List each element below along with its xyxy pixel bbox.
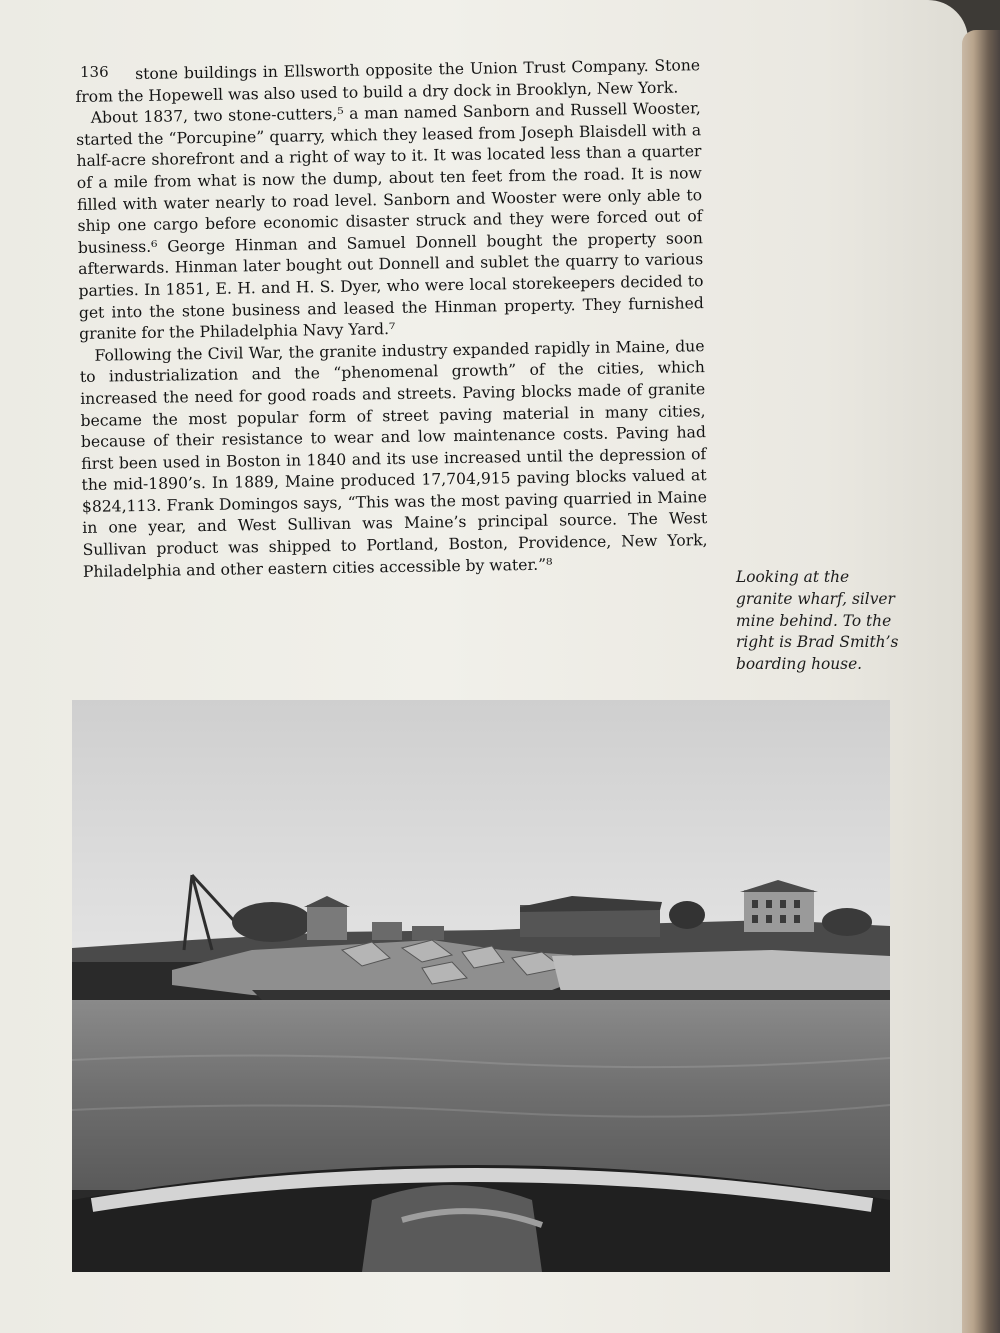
- photo-illustration: [72, 700, 890, 1272]
- paragraph-3: Following the Civil War, the granite industry expanded rapidly in Maine, due to industrialization and the “phenomenal growth” of the cities, which increased the need for good roads and streets. Paving blocks made of granite became the most popular form of street paving material in many cities, because of their resistance to wear and low maintenance costs. Paving had first been used in Boston in 1840 and its use increased until the depression of the mid-1890’s. In 1889, Maine produced 17,704,915 paving blocks valued at $824,113. Frank Domingos says, “This was the most paving quarried in Maine in one year, and West Sullivan was Maine’s principal source. The West Sullivan product was shipped to Portland, Boston, Providence, New York, Philadelphia and other eastern cities accessible by water.”⁸: [79, 336, 708, 581]
- historical-photo: [72, 700, 890, 1272]
- paragraph-2: About 1837, two stone-cutters,⁵ a man named Sanborn and Russell Wooster, started the “Porcupine” quarry, which they leased from Joseph Blaisdell with a half-acre shorefront and a right of way to it. It was located less than a quarter of a mile from what is now the dump, about ten feet from the road. It is now filled with water nearly to road level. Sanborn and Wooster were only able to ship one cargo before economic disaster struck and they were forced out of business.⁶ George Hinman and Samuel Donnell bought the property soon afterwards. Hinman later bought out Donnell and sublet the quarry to various parties. In 1851, E. H. and H. S. Dyer, who were local storekeepers decided to get into the stone business and leased the Hinman property. They furnished granite for the Philadelphia Navy Yard.⁷: [76, 99, 704, 344]
- paragraph-1: stone buildings in Ellsworth opposite the Union Trust Company. Stone from the Hopewell was also used to build a dry dock in Brooklyn, New York.: [75, 56, 701, 106]
- photo-caption: Looking at the granite wharf, silver mine behind. To the right is Brad Smith’s boarding house.: [736, 568, 899, 674]
- body-text: [75, 55, 708, 583]
- book-edge: [962, 30, 1000, 1333]
- page-number: 136: [80, 63, 109, 81]
